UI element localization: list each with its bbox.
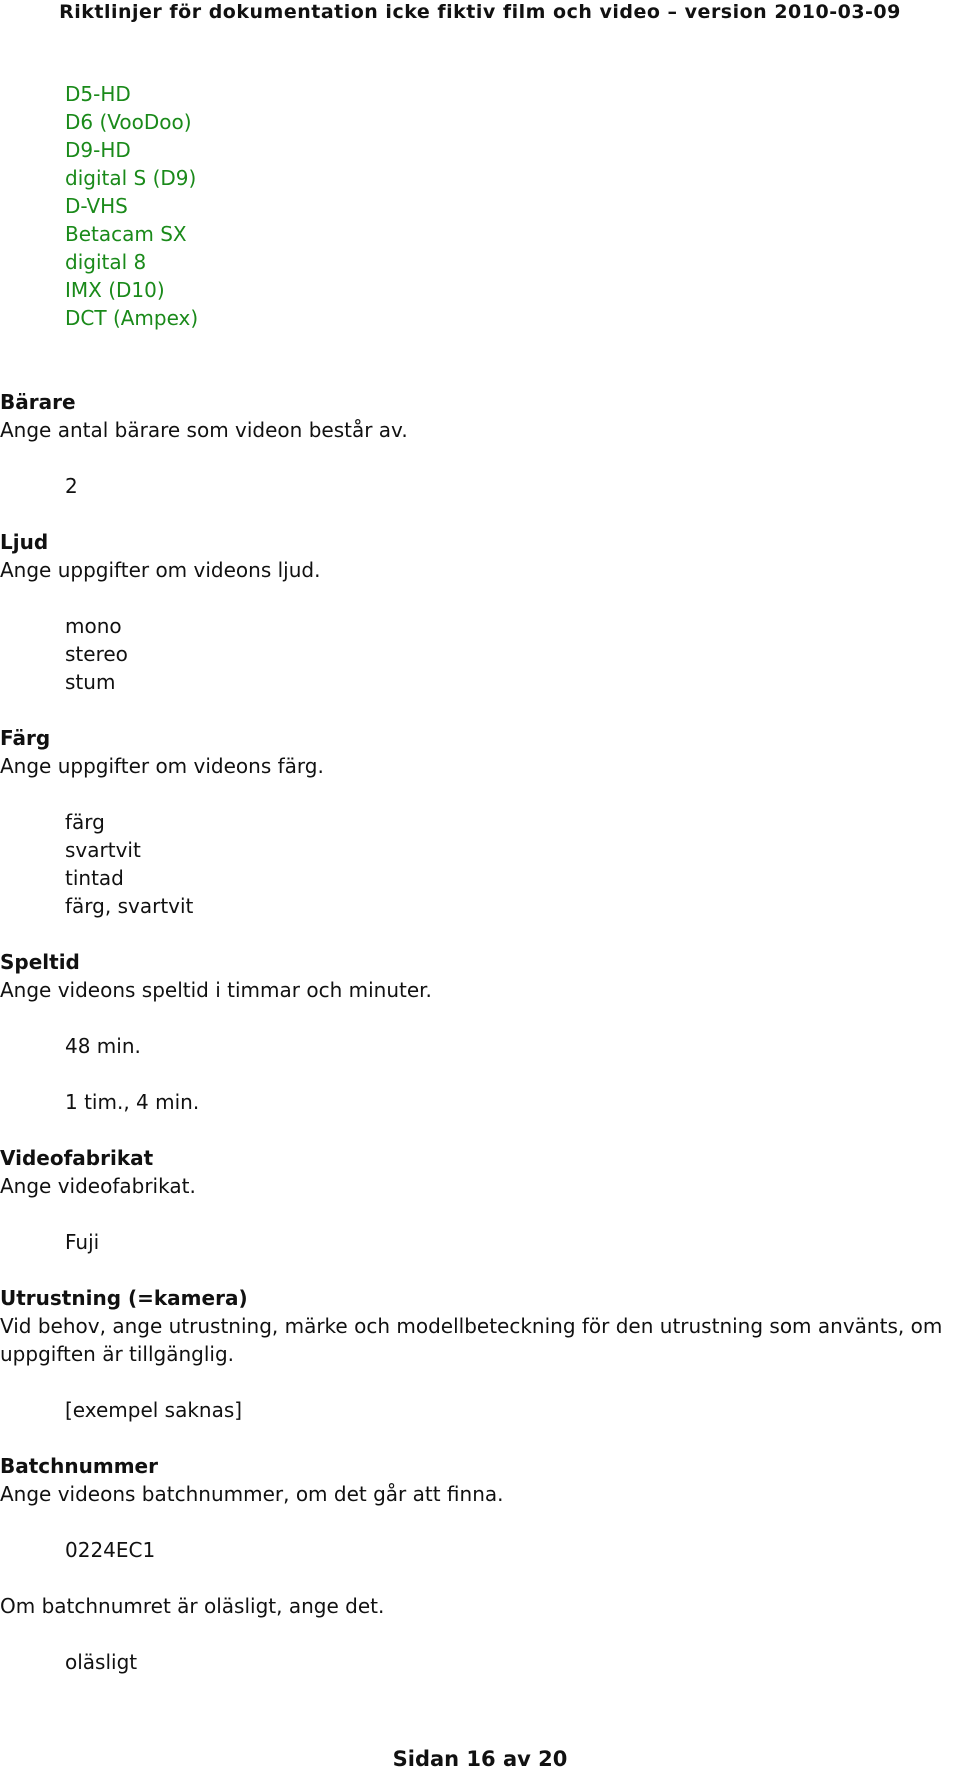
example-value: stereo (65, 642, 128, 666)
example-value: 2 (65, 474, 78, 498)
section-description: Ange uppgifter om videons färg. (0, 754, 324, 778)
example-value: 0224EC1 (65, 1538, 156, 1562)
format-item: D9-HD (65, 138, 131, 162)
section-description: Ange videons speltid i timmar och minuter. (0, 978, 432, 1002)
section-heading: Videofabrikat (0, 1146, 154, 1170)
section-description: Ange videofabrikat. (0, 1174, 196, 1198)
section-description: Ange uppgifter om videons ljud. (0, 558, 321, 582)
section-heading: Bärare (0, 390, 76, 414)
section-videofabrikat (0, 1144, 960, 1256)
section-barare (0, 388, 960, 500)
format-item: digital 8 (65, 250, 147, 274)
example-value: färg (65, 810, 105, 834)
section-heading: Speltid (0, 950, 80, 974)
section-heading: Ljud (0, 530, 49, 554)
format-item: Betacam SX (65, 222, 187, 246)
section-description-secondary: Om batchnumret är oläsligt, ange det. (0, 1594, 385, 1618)
page-header: Riktlinjer för dokumentation icke fiktiv film och video – version 2010-03-09 (59, 1, 901, 23)
example-value: Fuji (65, 1230, 100, 1254)
section-description: Ange videons batchnummer, om det går att finna. (0, 1482, 504, 1506)
format-item: IMX (D10) (65, 278, 165, 302)
section-heading: Batchnummer (0, 1454, 158, 1478)
page-number: Sidan 16 av 20 (392, 1747, 568, 1771)
document-body (0, 80, 960, 332)
format-item: D-VHS (65, 194, 128, 218)
section-heading: Färg (0, 726, 51, 750)
example-value: mono (65, 614, 122, 638)
format-item: DCT (Ampex) (65, 306, 199, 330)
example-value: tintad (65, 866, 124, 890)
example-value: oläsligt (65, 1650, 138, 1674)
example-value: 48 min. (65, 1034, 141, 1058)
example-value: 1 tim., 4 min. (65, 1090, 200, 1114)
format-item: digital S (D9) (65, 166, 197, 190)
section-speltid (0, 948, 960, 1116)
section-utrustning (0, 1284, 960, 1424)
format-item: D6 (VooDoo) (65, 110, 192, 134)
example-value: färg, svartvit (65, 894, 194, 918)
section-description: Vid behov, ange utrustning, märke och modellbeteckning för den utrustning som använts, om uppgiften är tillgänglig. (0, 1314, 943, 1366)
section-ljud (0, 528, 960, 696)
section-farg (0, 724, 960, 920)
section-description: Ange antal bärare som videon består av. (0, 418, 408, 442)
example-value: svartvit (65, 838, 141, 862)
example-value: [exempel saknas] (65, 1398, 243, 1422)
section-batchnummer (0, 1452, 960, 1676)
format-list (0, 80, 960, 332)
section-heading: Utrustning (=kamera) (0, 1286, 248, 1310)
example-value: stum (65, 670, 116, 694)
format-item: D5-HD (65, 82, 131, 106)
